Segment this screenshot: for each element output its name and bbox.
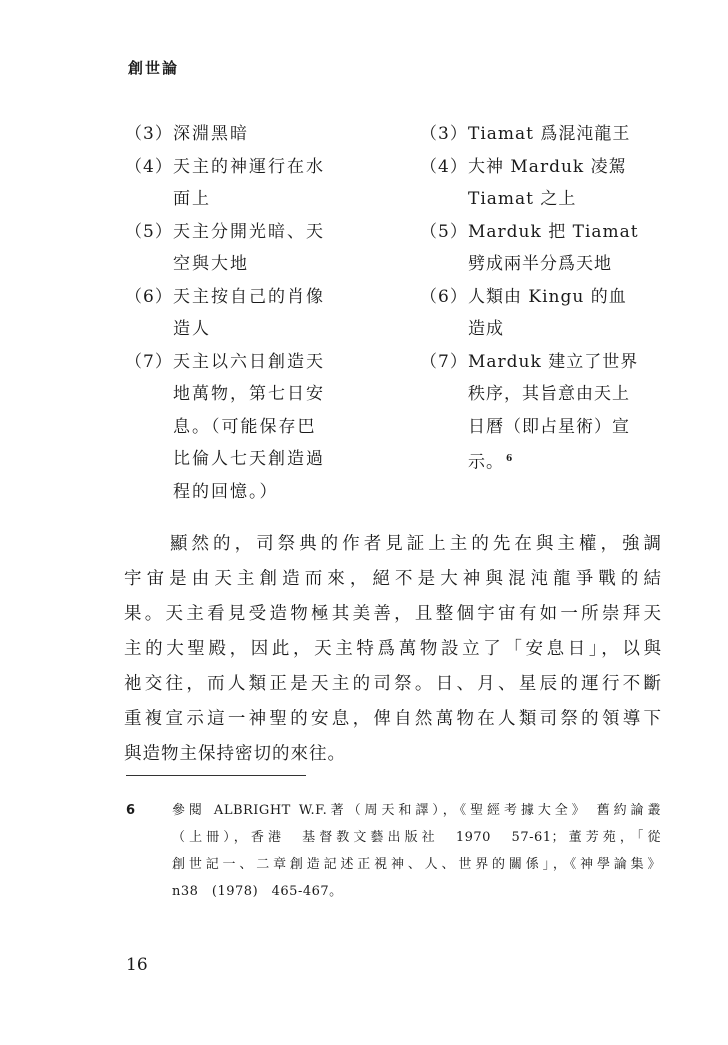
body-paragraph — [124, 527, 662, 772]
item-line: 天主以六日創造天 — [173, 351, 325, 372]
item-line: 劈成兩半分爲天地 — [468, 254, 612, 274]
item-line: 天主的神運行在水 — [173, 156, 325, 177]
item-number: （3） — [420, 124, 468, 144]
paragraph-line: 果。天主看見受造物極其美善，且整個宇宙有如一所崇拜天 — [124, 604, 662, 624]
list-item — [420, 216, 670, 281]
item-line: 程的回憶。） — [173, 481, 279, 502]
page-number: 16 — [126, 955, 148, 975]
footnote — [126, 797, 661, 905]
item-line: Marduk 把 Tiamat — [468, 221, 639, 242]
item-line: Tiamat 爲混沌龍王 — [468, 124, 631, 144]
list-item — [420, 346, 670, 480]
list-item — [420, 118, 670, 151]
item-line: 日曆（即占星術）宣 — [468, 416, 630, 437]
list-item — [420, 151, 670, 216]
item-line: 空與大地 — [173, 254, 249, 274]
item-number: （4） — [125, 156, 173, 177]
paragraph-line: 宇宙是由天主創造而來，絕不是大神與混沌龍爭戰的結 — [124, 569, 662, 589]
paragraph-line: 祂交往，而人類正是天主的司祭。日、月、星辰的運行不斷 — [124, 674, 662, 694]
enuma-elish-column — [420, 118, 670, 479]
list-item — [420, 281, 670, 346]
item-line: 人類由 Kingu 的血 — [468, 286, 627, 307]
list-item — [125, 151, 380, 216]
item-line: 面上 — [173, 189, 211, 209]
item-number: （6） — [125, 286, 173, 307]
footnote-line: 參閱 ALBRIGHT W.F.著（周天和譯），《聖經考據大全》 舊約論叢 — [172, 803, 661, 818]
item-line: 天主分開光暗、天 — [173, 221, 325, 242]
comparison-columns — [125, 118, 665, 518]
list-item — [125, 281, 380, 346]
footnote-reference[interactable]: 6 — [506, 454, 514, 464]
footnote-number: 6 — [126, 803, 136, 818]
item-number: （3） — [125, 124, 173, 144]
genesis-column — [125, 118, 380, 508]
footnote-line: （上冊），香港 基督教文藝出版社 1970 57-61；董芳苑，「從 — [172, 830, 661, 845]
item-line: 天主按自己的肖像 — [173, 286, 325, 307]
item-number: （7） — [125, 351, 173, 372]
item-line: 地萬物，第七日安 — [173, 384, 325, 404]
paragraph-line: 顯然的，司祭典的作者見証上主的先在與主權，強調 — [170, 534, 662, 554]
list-item — [125, 118, 380, 151]
footnote-divider — [126, 775, 306, 776]
item-line: 造成 — [468, 319, 504, 339]
list-item — [125, 216, 380, 281]
footnote-line: n38 (1978) 465-467。 — [172, 884, 343, 899]
item-line: 大神 Marduk 凌駕 — [468, 156, 627, 177]
item-number: （4） — [420, 156, 468, 177]
paragraph-line: 主的大聖殿，因此，天主特爲萬物設立了「安息日」，以與 — [124, 639, 662, 659]
item-line: Marduk 建立了世界 — [468, 351, 639, 372]
item-number: （5） — [420, 221, 468, 242]
item-line: 造人 — [173, 319, 211, 339]
paragraph-line: 重複宣示這一神聖的安息，俾自然萬物在人類司祭的領導下 — [124, 709, 662, 729]
running-head: 創世論 — [128, 59, 180, 77]
item-line: 秩序，其旨意由天上 — [468, 384, 630, 404]
item-line: Tiamat 之上 — [468, 189, 577, 209]
paragraph-line: 與造物主保持密切的來往。 — [124, 744, 346, 764]
item-number: （7） — [420, 351, 468, 372]
item-line: 息。（可能保存巴 — [173, 416, 317, 437]
list-item — [125, 346, 380, 509]
item-line-text: 示。 — [468, 452, 504, 473]
item-line-with-note — [468, 443, 670, 479]
item-line: 深淵黑暗 — [173, 124, 249, 144]
item-number: （6） — [420, 286, 468, 307]
item-number: （5） — [125, 221, 173, 242]
item-line: 比倫人七天創造過 — [173, 449, 325, 469]
footnote-line: 創世記一、二章創造記述正視神、人、世界的關係」，《神學論集》 — [172, 857, 661, 872]
